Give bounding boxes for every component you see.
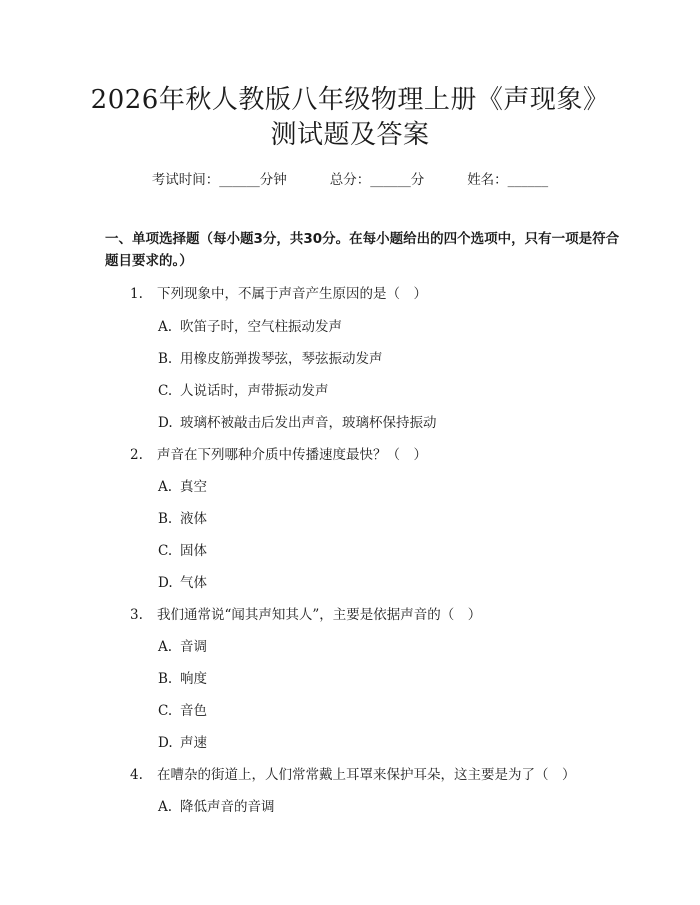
question-item — [130, 603, 481, 623]
section-heading: 一、单项选择题（每小题3分，共30分。在每小题给出的四个选项中，只有一项是符合题目要求的。） — [105, 231, 620, 269]
question-text: 在嘈杂的街道上，人们常常戴上耳罩来保护耳朵，这主要是为了（ ） — [157, 767, 576, 783]
option-item — [158, 379, 329, 399]
option-label: B. — [158, 351, 173, 367]
option-item — [158, 571, 207, 591]
option-item — [158, 315, 342, 335]
question-number: 4. — [130, 767, 143, 783]
option-label: D. — [158, 415, 173, 431]
option-label: C. — [158, 383, 173, 399]
option-label: B. — [158, 511, 173, 527]
exam-info-row — [0, 168, 700, 188]
option-text: 用橡皮筋弹拨琴弦，琴弦振动发声 — [180, 351, 383, 367]
option-item — [158, 699, 207, 719]
option-text: 液体 — [180, 511, 207, 527]
student-name-field: 姓名：______ — [467, 172, 549, 188]
option-item — [158, 411, 437, 431]
question-item — [130, 763, 576, 783]
option-text: 音色 — [180, 703, 207, 719]
option-item — [158, 539, 207, 559]
question-number: 2. — [130, 447, 143, 463]
question-number: 3. — [130, 607, 143, 623]
option-label: A. — [158, 319, 173, 335]
option-item — [158, 475, 207, 495]
question-text: 声音在下列哪种介质中传播速度最快？（ ） — [157, 447, 427, 463]
option-label: A. — [158, 479, 173, 495]
option-item — [158, 347, 383, 367]
option-label: C. — [158, 703, 173, 719]
question-number: 1. — [130, 286, 143, 302]
option-label: D. — [158, 575, 173, 591]
question-item — [130, 443, 427, 463]
question-text: 我们通常说“闻其声知其人”，主要是依据声音的（ ） — [157, 607, 482, 623]
option-item — [158, 795, 275, 815]
document-title-line-2: 测试题及答案 — [270, 120, 430, 150]
option-item — [158, 507, 207, 527]
option-text: 真空 — [180, 479, 207, 495]
option-text: 固体 — [180, 543, 207, 559]
option-text: 气体 — [180, 575, 207, 591]
total-score-field: 总分：______分 — [329, 172, 425, 188]
option-label: C. — [158, 543, 173, 559]
option-text: 玻璃杯被敲击后发出声音，玻璃杯保持振动 — [180, 415, 437, 431]
option-label: A. — [158, 639, 173, 655]
option-item — [158, 635, 207, 655]
document-title-line-1: 2026年秋人教版八年级物理上册《声现象》 — [90, 85, 610, 115]
option-text: 响度 — [180, 671, 207, 687]
option-text: 降低声音的音调 — [180, 799, 275, 815]
option-text: 音调 — [180, 639, 207, 655]
option-item — [158, 667, 207, 687]
question-text: 下列现象中，不属于声音产生原因的是（ ） — [157, 286, 427, 302]
option-item — [158, 731, 207, 751]
option-text: 吹笛子时，空气柱振动发声 — [180, 319, 342, 335]
option-label: A. — [158, 799, 173, 815]
exam-time-field: 考试时间：______分钟 — [151, 172, 287, 188]
option-text: 声速 — [180, 735, 207, 751]
option-text: 人说话时，声带振动发声 — [180, 383, 329, 399]
option-label: B. — [158, 671, 173, 687]
option-label: D. — [158, 735, 173, 751]
question-item — [130, 282, 427, 302]
